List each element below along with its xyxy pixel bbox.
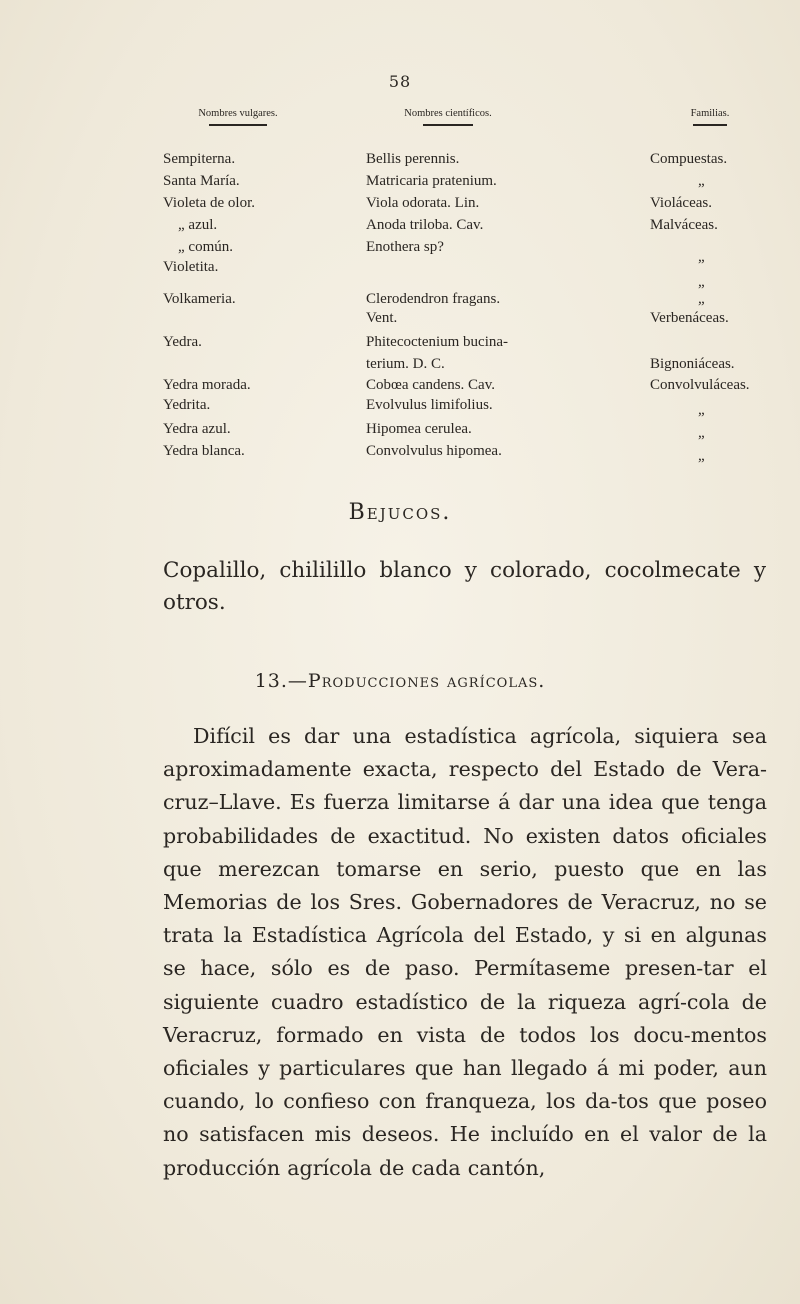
cell-vulgar: Yedra azul. [163, 421, 231, 437]
cell-familia: Compuestas. [650, 151, 728, 167]
cell-vulgar: Volkameria. [163, 291, 236, 307]
cell-vulgar: Yedrita. [163, 397, 211, 413]
cell-vulgar: Santa María. [163, 173, 240, 189]
cell-vulgar: Yedra. [163, 334, 202, 350]
body-paragraph: Difícil es dar una estadística agrícola, siquiera sea aproximadamente exacta, respecto del Estado de Vera-cruz–Llave. Es fuerza limitarse á dar una idea que tenga probabilidades de exactitud. No existen datos oficiales que merezcan tomarse en serio, puesto que en las Memorias de los Sres. Gobernadores de Veracruz, no se trata la Estadística Agrícola del Estado, y si en algunas se hace, sólo es de paso. Permítaseme presen-tar el siguiente cuadro estadístico de la riqueza agrí-cola de Veracruz, formado en vista de todos los docu-mentos oficiales y particulares que han llegado á mi poder, aun cuando, lo confieso con franqueza, los da-tos que poseo no satisfacen mis deseos. He incluído en el valor de la producción agrícola de cada cantón, [163, 724, 767, 1180]
section-paragraph: Copalillo, chililillo blanco y colorado, cocolmecate y otros. [163, 558, 766, 615]
cell-familia: Verbenáceas. [650, 310, 729, 326]
cell-familia: Bignoniáceas. [650, 356, 735, 372]
cell-vulgar: Violetita. [163, 259, 219, 275]
cell-vulgar: „ común. [178, 239, 233, 255]
cell-familia: „ [698, 448, 705, 464]
cell-familia: „ [698, 173, 705, 189]
header-rule [693, 124, 727, 126]
cell-cientifico: terium. D. C. [366, 356, 445, 372]
header-label: Nombres científicos. [404, 108, 492, 119]
cell-familia: Convolvuláceas. [650, 377, 750, 393]
cell-vulgar: Sempiterna. [163, 151, 236, 167]
cell-vulgar: Yedra morada. [163, 377, 251, 393]
cell-familia: „ [698, 402, 705, 418]
cell-familia: Violáceas. [650, 195, 712, 211]
cell-cientifico: Phitecoctenium bucina- [366, 334, 509, 350]
cell-familia: „ [698, 249, 705, 265]
table-header [0, 108, 800, 148]
cell-cientifico: Enothera sp? [366, 239, 444, 255]
header-rule [423, 124, 473, 126]
header-familias [640, 108, 780, 126]
cell-cientifico: Cobœa candens. Cav. [366, 377, 495, 393]
cell-cientifico: Bellis perennis. [366, 151, 460, 167]
cell-cientifico: Vent. [366, 310, 398, 326]
cell-cientifico: Hipomea cerulea. [366, 421, 472, 437]
cell-cientifico: Viola odorata. Lin. [366, 195, 480, 211]
cell-vulgar: Violeta de olor. [163, 195, 255, 211]
cell-vulgar: „ azul. [178, 217, 218, 233]
cell-cientifico: Convolvulus hipomea. [366, 443, 502, 459]
section-title-bejucos: Bejucos. [348, 500, 452, 525]
cell-cientifico: Evolvulus limifolius. [366, 397, 493, 413]
cell-familia: „ [698, 291, 705, 307]
header-nombres-vulgares [163, 108, 313, 126]
cell-cientifico: Matricaria pratenium. [366, 173, 497, 189]
header-label: Nombres vulgares. [198, 108, 278, 119]
header-label: Familias. [690, 108, 730, 119]
cell-cientifico: Anoda triloba. Cav. [366, 217, 484, 233]
header-rule [209, 124, 267, 126]
cell-familia: „ [698, 274, 705, 290]
cell-familia: Malváceas. [650, 217, 718, 233]
cell-vulgar: Yedra blanca. [163, 443, 245, 459]
cell-familia: „ [698, 425, 705, 441]
header-nombres-cientificos [363, 108, 533, 126]
section-title-producciones: 13.—Producciones agrícolas. [254, 670, 546, 692]
cell-cientifico: Clerodendron fragans. [366, 291, 501, 307]
page-number: 58 [388, 72, 412, 91]
